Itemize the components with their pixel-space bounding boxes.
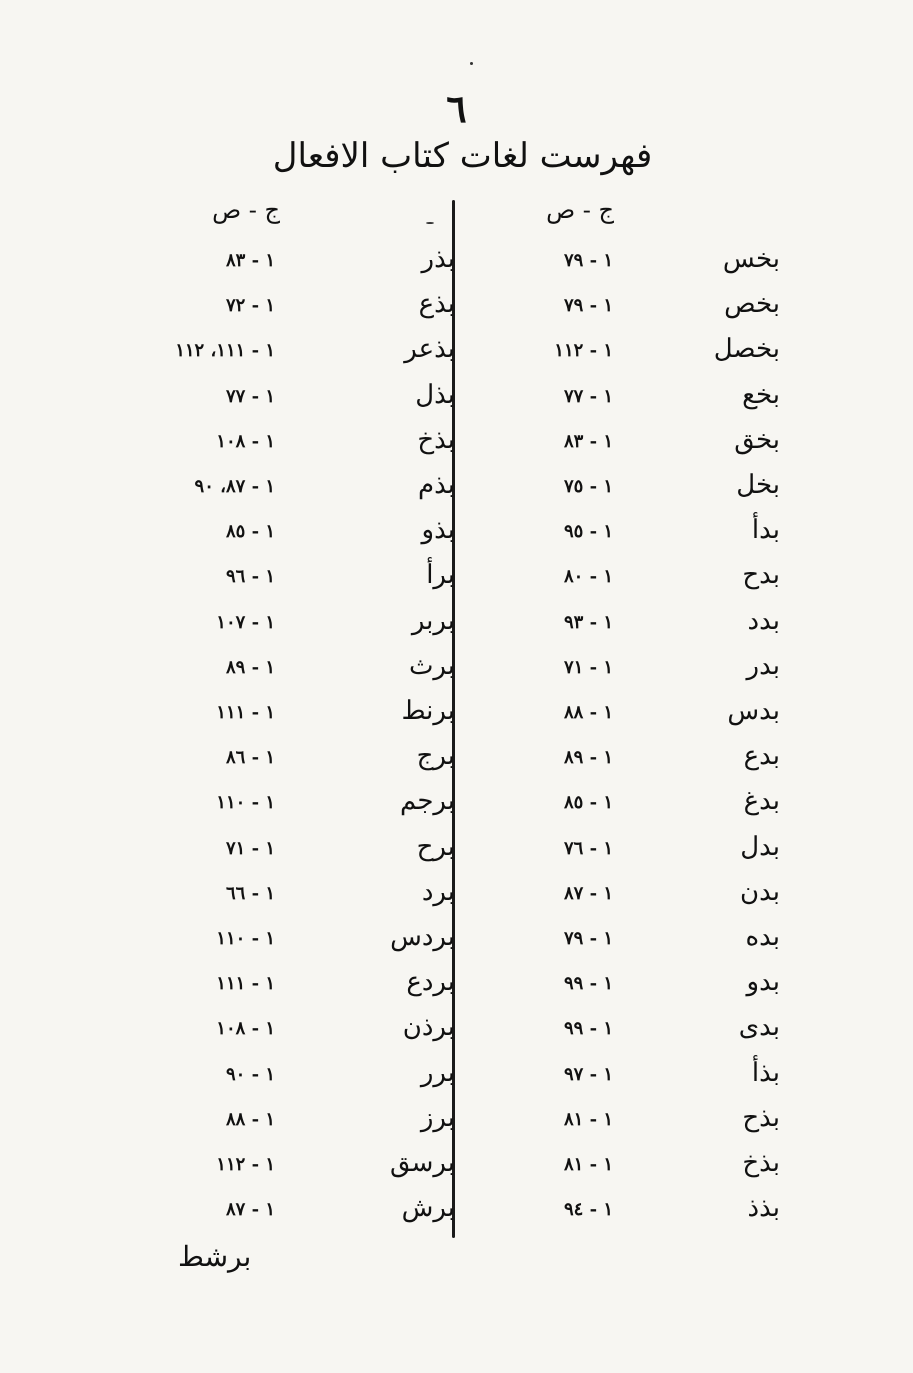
volume-page-ref: ١ - ٨٣ <box>225 250 275 271</box>
volume-page-ref: ١ - ٨٨ <box>563 702 613 723</box>
volume-page-ref: ١ - ٦٦ <box>225 883 275 904</box>
page-title: فهرست لغات كتاب الافعال <box>272 136 653 176</box>
paper-speck <box>470 62 473 65</box>
index-word: برنط <box>401 696 455 726</box>
catchword: برشط <box>178 1240 252 1273</box>
volume-page-ref: ١ - ١١٢ <box>216 1154 275 1175</box>
index-word: بدد <box>747 606 780 636</box>
index-word: بدى <box>738 1012 780 1042</box>
index-word: بذعر <box>404 334 455 364</box>
volume-page-ref: ١ - ١١٢ <box>554 340 613 361</box>
volume-page-ref: ١ - ٨٧، ٩٠ <box>194 476 275 497</box>
volume-page-ref: ١ - ٩٠ <box>225 1064 275 1085</box>
volume-page-ref: ١ - ٨٦ <box>225 747 275 768</box>
index-word: بخل <box>736 470 780 500</box>
volume-page-ref: ١ - ٩٥ <box>563 521 613 542</box>
index-word: بخق <box>734 425 780 455</box>
volume-page-ref: ١ - ١١١، ١١٢ <box>175 340 275 361</box>
index-word: برز <box>420 1103 455 1133</box>
volume-page-ref: ١ - ٧٩ <box>563 295 613 316</box>
volume-page-ref: ١ - ٩٦ <box>225 566 275 587</box>
index-word: بذذ <box>747 1193 780 1223</box>
volume-page-ref: ١ - ٨٨ <box>225 1109 275 1130</box>
index-word: بخس <box>722 244 780 274</box>
index-word: بخص <box>724 289 780 319</box>
left-column-header: ج - ص <box>212 196 280 224</box>
volume-page-ref: ١ - ١٠٧ <box>216 612 275 633</box>
index-word: بدغ <box>743 786 780 816</box>
index-word: برح <box>416 832 455 862</box>
index-word: بردع <box>406 967 455 997</box>
volume-page-ref: ١ - ٩٤ <box>563 1199 613 1220</box>
volume-page-ref: ١ - ٩٣ <box>563 612 613 633</box>
index-word: برجم <box>400 786 455 816</box>
volume-page-ref: ١ - ٨٥ <box>225 521 275 542</box>
volume-page-ref: ١ - ٧١ <box>563 657 613 678</box>
volume-page-ref: ١ - ٨٣ <box>563 431 613 452</box>
index-word: بذخ <box>742 1148 780 1178</box>
index-word: بدن <box>740 877 780 907</box>
volume-page-ref: ١ - ٧٧ <box>225 386 275 407</box>
index-word: بذو <box>421 515 455 545</box>
volume-page-ref: ١ - ٧٩ <box>563 250 613 271</box>
index-word: بربر <box>411 606 455 636</box>
index-word: بدس <box>727 696 780 726</box>
index-word: بدل <box>740 832 780 862</box>
index-word: بردس <box>390 922 455 952</box>
index-word: بذر <box>421 244 455 274</box>
paper-speck <box>426 222 434 224</box>
volume-page-ref: ١ - ٨٧ <box>563 883 613 904</box>
index-word: برش <box>401 1193 455 1223</box>
volume-page-ref: ١ - ٧١ <box>225 838 275 859</box>
index-word: بذل <box>415 380 455 410</box>
index-word: بذم <box>418 470 455 500</box>
index-word: بدر <box>746 651 780 681</box>
volume-page-ref: ١ - ٨١ <box>563 1154 613 1175</box>
volume-page-ref: ١ - ٧٧ <box>563 386 613 407</box>
index-word: برج <box>416 741 455 771</box>
index-word: بذخ <box>417 425 455 455</box>
index-word: بدأ <box>751 515 780 545</box>
index-word: برر <box>420 1058 455 1088</box>
index-word: برسق <box>389 1148 455 1178</box>
volume-page-ref: ١ - ٨٩ <box>225 657 275 678</box>
index-word: برأ <box>426 560 455 590</box>
index-word: بذع <box>418 289 455 319</box>
volume-page-ref: ١ - ٨٥ <box>563 792 613 813</box>
index-word: برد <box>421 877 455 907</box>
volume-page-ref: ١ - ٧٢ <box>225 295 275 316</box>
volume-page-ref: ١ - ١١٠ <box>216 928 275 949</box>
index-word: بدح <box>742 560 780 590</box>
index-word: بده <box>745 922 780 952</box>
volume-page-ref: ١ - ٩٩ <box>563 1018 613 1039</box>
index-word: برث <box>408 651 455 681</box>
right-column-header: ج - ص <box>546 196 614 224</box>
volume-page-ref: ١ - ٧٩ <box>563 928 613 949</box>
volume-page-ref: ١ - ٨١ <box>563 1109 613 1130</box>
volume-page-ref: ١ - ٨٩ <box>563 747 613 768</box>
index-word: بخع <box>742 380 780 410</box>
volume-page-ref: ١ - ١١٠ <box>216 792 275 813</box>
index-word: بدو <box>746 967 780 997</box>
volume-page-ref: ١ - ٨٠ <box>563 566 613 587</box>
volume-page-ref: ١ - ١١١ <box>216 973 275 994</box>
volume-page-ref: ١ - ١٠٨ <box>216 1018 275 1039</box>
index-word: بذأ <box>751 1058 780 1088</box>
volume-page-ref: ١ - ١١١ <box>216 702 275 723</box>
volume-page-ref: ١ - ٨٧ <box>225 1199 275 1220</box>
volume-page-ref: ١ - ١٠٨ <box>216 431 275 452</box>
volume-page-ref: ١ - ٧٥ <box>563 476 613 497</box>
volume-page-ref: ١ - ٩٧ <box>563 1064 613 1085</box>
page-number: ٦ <box>446 86 467 131</box>
volume-page-ref: ١ - ٩٩ <box>563 973 613 994</box>
index-word: بدع <box>743 741 780 771</box>
volume-page-ref: ١ - ٧٦ <box>563 838 613 859</box>
index-word: بخصل <box>713 334 780 364</box>
index-word: برذن <box>402 1012 455 1042</box>
index-word: بذح <box>742 1103 780 1133</box>
